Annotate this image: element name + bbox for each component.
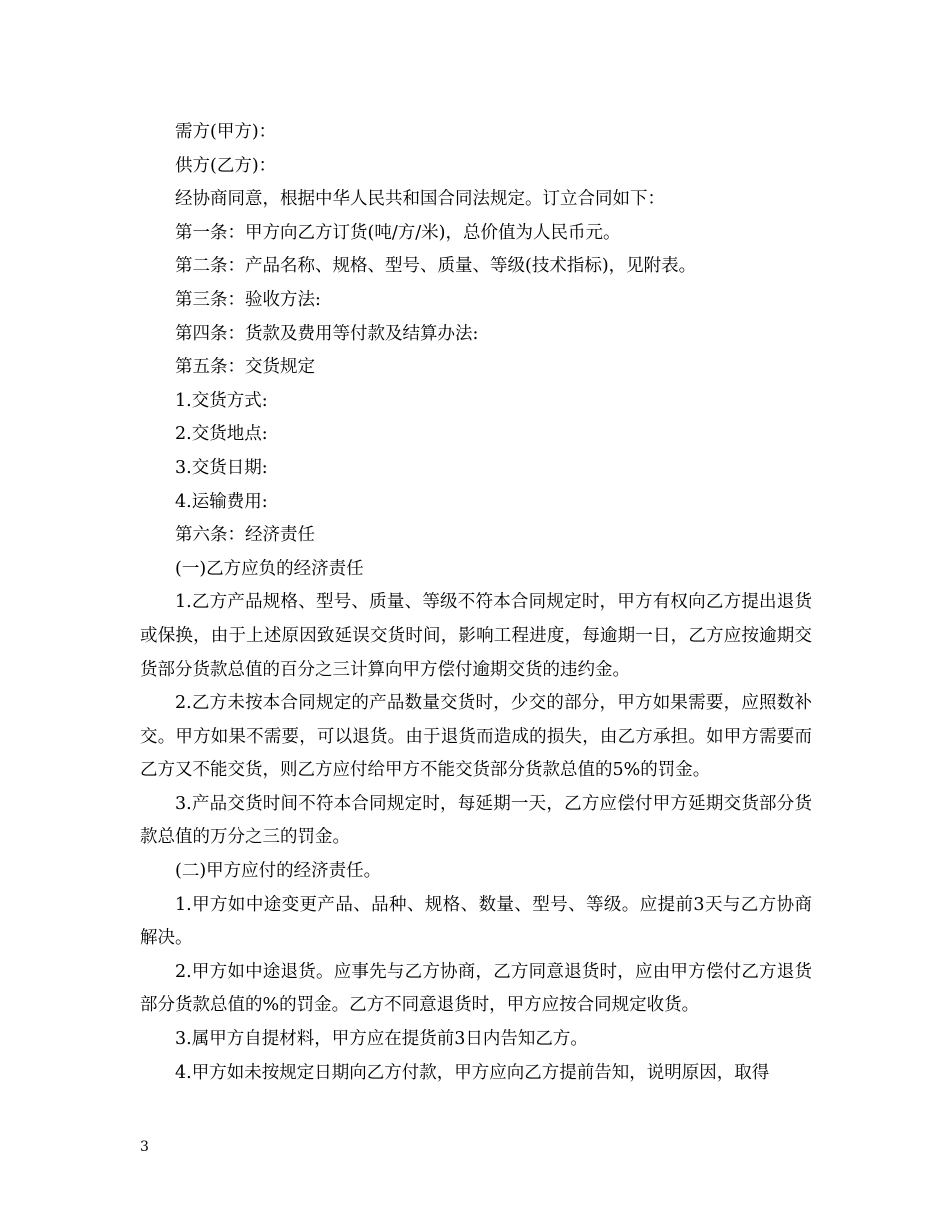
article-1: 第一条：甲方向乙方订货(吨/方/米)，总价值为人民币元。 bbox=[175, 222, 621, 243]
buyer-party-line: 需方(甲方)： bbox=[175, 122, 277, 142]
article-4: 第四条：货款及费用等付款及结算办法: bbox=[175, 323, 479, 344]
section-two-heading: (二)甲方应付的经济责任。 bbox=[175, 861, 382, 882]
supplier-party-line: 供方(乙方)： bbox=[175, 155, 277, 176]
delivery-location: 2.交货地点: bbox=[175, 424, 268, 445]
section-one-clause-3: 3.产品交货时间不符本合同规定时，每延期一天，乙方应偿付甲方延期交货部分货款总值的万分之三的罚金。 bbox=[140, 793, 812, 848]
article-5: 第五条：交货规定 bbox=[175, 357, 315, 378]
article-2: 第二条：产品名称、规格、型号、质量、等级(技术指标)，见附表。 bbox=[175, 256, 697, 277]
article-3: 第三条：验收方法: bbox=[175, 289, 321, 310]
section-one-clause-2: 2.乙方未按本合同规定的产品数量交货时，少交的部分，甲方如果需要，应照数补交。甲方如果不需要，可以退货。由于退货而造成的损失，由乙方承担。如甲方需要而乙方又不能交货，则乙方应付给甲方不能交货部分货款总值的5%的罚金。 bbox=[140, 693, 812, 781]
transport-cost: 4.运输费用: bbox=[175, 491, 268, 512]
article-6: 第六条：经济责任 bbox=[175, 525, 315, 546]
section-two-clause-4: 4.甲方如未按规定日期向乙方付款，甲方应向乙方提前告知，说明原因，取得 bbox=[175, 1062, 770, 1083]
section-one-clause-1: 1.乙方产品规格、型号、质量、等级不符本合同规定时，甲方有权向乙方提出退货或保换，由于上述原因致延误交货时间，影响工程进度，每逾期一日，乙方应按逾期交货部分货款总值的百分之三计算向甲方偿付逾期交货的违约金。 bbox=[140, 592, 812, 680]
page-number: 3 bbox=[140, 1139, 149, 1155]
delivery-date: 3.交货日期: bbox=[175, 457, 268, 478]
section-two-clause-2: 2.甲方如中途退货。应事先与乙方协商，乙方同意退货时，应由甲方偿付乙方退货部分货款总值的%的罚金。乙方不同意退货时，甲方应按合同规定收货。 bbox=[140, 961, 812, 1016]
section-one-heading: (一)乙方应负的经济责任 bbox=[175, 558, 364, 579]
section-two-clause-1: 1.甲方如中途变更产品、品种、规格、数量、型号、等级。应提前3天与乙方协商解决。 bbox=[140, 894, 812, 949]
delivery-method: 1.交货方式: bbox=[175, 390, 268, 411]
preamble-line: 经协商同意，根据中华人民共和国合同法规定。订立合同如下： bbox=[175, 189, 665, 210]
section-two-clause-3: 3.属甲方自提材料，甲方应在提货前3日内告知乙方。 bbox=[175, 1029, 588, 1050]
contract-body bbox=[140, 116, 812, 1090]
